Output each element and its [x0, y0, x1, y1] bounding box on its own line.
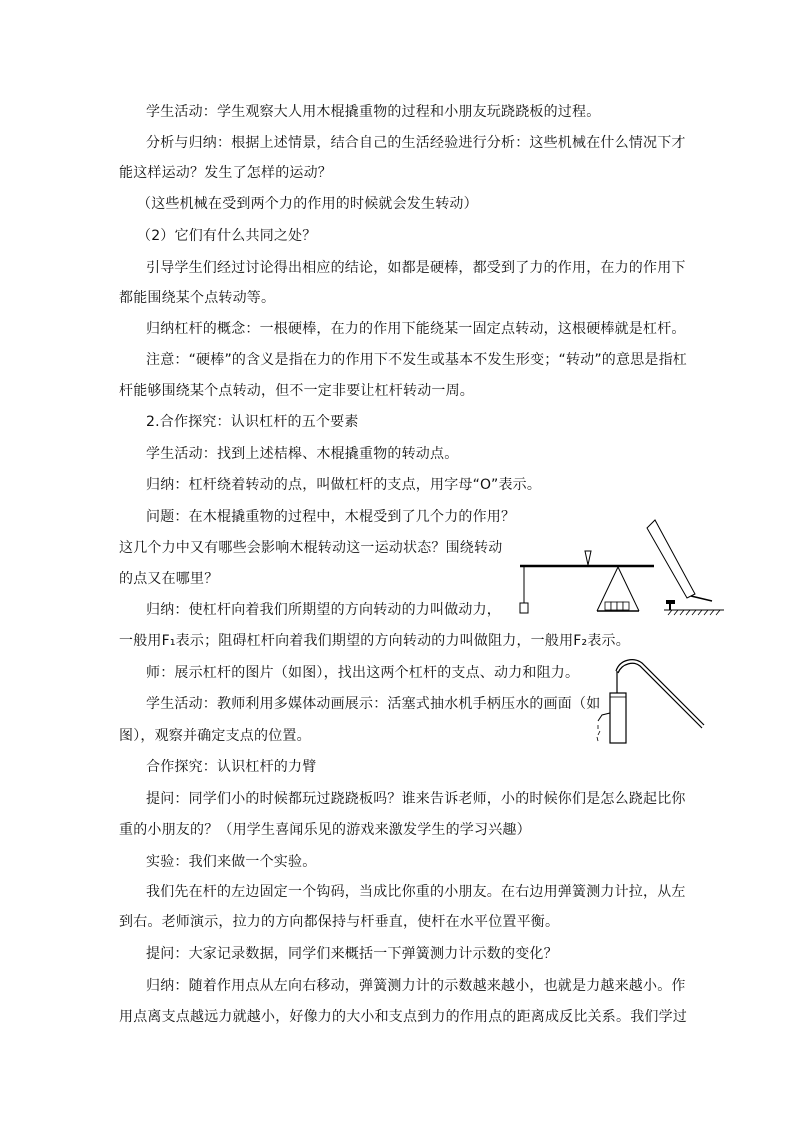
section-heading: 合作探究：认识杠杆的力臂	[146, 759, 317, 775]
paragraph-line: 到右。老师演示，拉力的方向都保持与杆垂直，使杆在水平位置平衡。	[119, 914, 560, 930]
paragraph-line: 归纳：使杠杆向着我们所期望的方向转动的力叫做动力，	[146, 602, 501, 618]
crowbar-tip	[691, 596, 712, 601]
paragraph-line: 学生活动：教师利用多媒体动画展示：活塞式抽水机手柄压水的画面（如	[146, 696, 601, 712]
paragraph-line: 引导学生们经过讨论得出相应的结论，如都是硬棒，都受到了力的作用，在力的作用下	[146, 260, 686, 276]
crowbar-handle	[647, 520, 695, 598]
left-weight	[520, 603, 528, 613]
paragraph-line: 提问：大家记录数据，同学们来概括一下弹簧测力计示数的变化？	[146, 946, 558, 962]
ground-hatch	[668, 610, 720, 615]
pump-cylinder	[610, 693, 626, 743]
paragraph-line: 都能围绕某个点转动等。	[119, 290, 276, 306]
section-heading: 2.合作探究：认识杠杆的五个要素	[146, 414, 359, 430]
paragraph-line: 重的小朋友的？（用学生喜闻乐见的游戏来激发学生的学习兴趣）	[119, 822, 531, 838]
basket-block	[605, 602, 611, 610]
paragraph-line: （这些机械在受到两个力的作用的时候就会发生转动）	[137, 196, 478, 212]
basket-block	[623, 602, 629, 610]
lever-diagram-svg	[514, 515, 726, 620]
water-pump-svg	[590, 653, 715, 748]
paragraph-line: 注意：“硬棒”的含义是指在力的作用下不发生或基本不发生形变；“转动”的意思是指杠	[146, 352, 688, 368]
paragraph-line: 实验：我们来做一个实验。	[146, 854, 317, 870]
pivot-triangle	[585, 551, 591, 565]
paragraph-line: 能这样运动？发生了怎样的运动？	[119, 165, 332, 181]
paragraph-line: 我们先在杆的左边固定一个钩码，当成比你重的小朋友。在右边用弹簧测力计拉，从左	[146, 884, 686, 900]
crowbar-fulcrum-block	[666, 600, 675, 604]
lever-illustration	[514, 515, 726, 620]
paragraph-line: 学生活动：学生观察大人用木棍撬重物的过程和小朋友玩跷跷板的过程。	[146, 104, 601, 120]
basket-block	[617, 602, 623, 610]
paragraph-line: 用点离支点越远力就越小，好像力的大小和支点到力的作用点的距离成反比关系。我们学过	[119, 1009, 687, 1025]
paragraph-line: 图），观察并确定支点的位置。	[119, 728, 311, 744]
paragraph-line: 学生活动：找到上述桔槔、木棍撬重物的转动点。	[146, 446, 459, 462]
paragraph-line: 归纳杠杆的概念：一根硬棒，在力的作用下能绕某一固定点转动，这根硬棒就是杠杆。	[146, 321, 686, 337]
paragraph-line: 这几个力中又有哪些会影响木棍转动这一运动状态？围绕转动	[119, 540, 503, 556]
paragraph-line: 问题：在木棍撬重物的过程中，木棍受到了几个力的作用？	[146, 509, 516, 525]
paragraph-line: 杆能够围绕某个点转动，但不一定非要让杠杆转动一周。	[119, 383, 474, 399]
pump-spout	[598, 713, 610, 721]
pump-handle-edge	[618, 663, 702, 728]
basket-block	[611, 602, 617, 610]
water-pump-illustration	[590, 653, 715, 748]
paragraph-line: 分析与归纳：根据上述情景，结合自己的生活经验进行分析：这些机械在什么情况下才	[146, 135, 686, 151]
pump-handle	[616, 660, 704, 725]
paragraph-line: 归纳：杠杆绕着转动的点，叫做杠杆的支点，用字母“O”表示。	[146, 477, 542, 493]
water-drops	[597, 725, 600, 741]
paragraph-line: 的点又在哪里？	[119, 571, 219, 587]
paragraph-line: 师：展示杠杆的图片（如图），找出这两个杠杆的支点、动力和阻力。	[146, 665, 580, 681]
paragraph-line: （2）它们有什么共同之处？	[137, 228, 317, 244]
paragraph-line: 归纳：随着作用点从左向右移动，弹簧测力计的示数越来越小，也就是力越来越小。作	[146, 978, 686, 994]
paragraph-line: 一般用F₁表示；阻碍杠杆向着我们期望的方向转动的力叫做阻力，一般用F₂表示。	[119, 633, 630, 649]
paragraph-line: 提问：同学们小的时候都玩过跷跷板吗？谁来告诉老师，小的时候你们是怎么跷起比你	[146, 791, 686, 807]
